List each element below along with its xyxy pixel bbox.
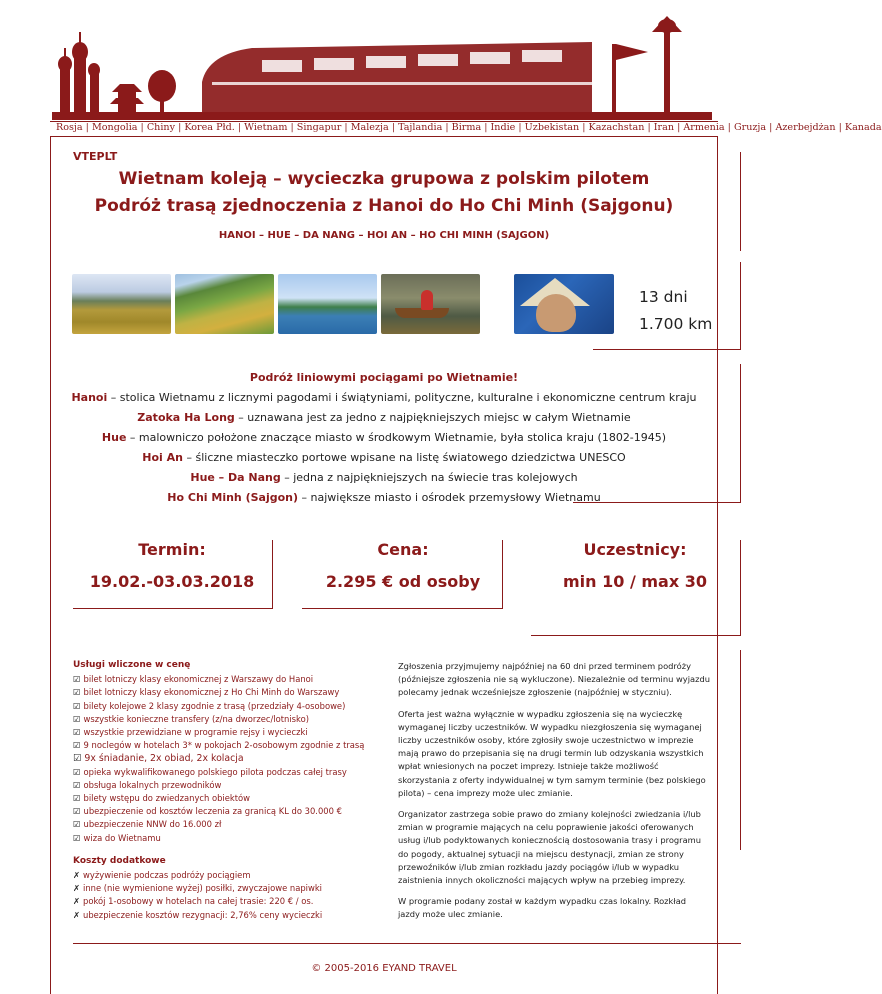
terms-section xyxy=(398,660,710,930)
divider xyxy=(73,608,273,609)
included-item: ☑ 9 noclegów w hotelach 3* w pokojach 2-osobowym zgodnie z trasą xyxy=(73,740,365,751)
extra-cost-item: ✗ inne (nie wymienione wyżej) posiłki, zwyczajowe napiwki xyxy=(73,883,323,894)
trip-facts xyxy=(0,540,768,600)
extra-costs-title: Koszty dodatkowe xyxy=(73,855,166,866)
highlight-item: Hue – malowniczo położone znaczące miasto w środkowym Wietnamie, była stolica kraju (1802-1945) xyxy=(101,431,667,444)
photo-river-boat xyxy=(381,274,480,334)
included-item: ☑ obsługa lokalnych przewodników xyxy=(73,779,222,790)
check-icon: ☑ xyxy=(73,753,82,765)
cross-icon: ✗ xyxy=(73,870,81,881)
participants-label: Uczestnicy: xyxy=(583,540,687,559)
footer-copyright: © 2005-2016 EYAND TRAVEL xyxy=(311,963,457,974)
country-navigation xyxy=(0,121,882,137)
terms-paragraph: W programie podany został w każdym wypadku czas lokalny. Rozkład jazdy może ulec zmianie. xyxy=(398,896,687,920)
included-title: Usługi wliczone w cenę xyxy=(73,660,191,670)
check-icon: ☑ xyxy=(73,700,81,711)
trip-distance: 1.700 km xyxy=(639,315,713,333)
check-icon: ☑ xyxy=(73,793,81,804)
included-item: ☑ bilety wstępu do zwiedzanych obiektów xyxy=(73,793,251,804)
page-title: Wietnam koleją – wycieczka grupowa z polskim pilotem xyxy=(118,169,650,189)
divider xyxy=(740,650,741,850)
highlight-item: Ho Chi Minh (Sajgon) – największe miasto i ośrodek przemysłowy Wietnamu xyxy=(167,491,601,504)
page-subtitle: Podróż trasą zjednoczenia z Hanoi do Ho Chi Minh (Sajgonu) xyxy=(94,196,674,216)
route-summary: HANOI – HUE – DA NANG – HOI AN – HO CHI MINH (SAJGON) xyxy=(218,230,550,241)
check-icon: ☑ xyxy=(73,779,81,790)
highlight-item: Hanoi – stolica Wietnamu z licznymi pagodami i świątyniami, polityczne, kulturalne i ekonomiczne centrum kraju xyxy=(71,391,697,404)
cross-icon: ✗ xyxy=(73,909,81,920)
term-label: Termin: xyxy=(138,540,206,559)
check-icon: ☑ xyxy=(73,727,81,738)
photo-terraced-fields xyxy=(175,274,274,334)
divider xyxy=(531,635,741,636)
divider xyxy=(593,349,741,350)
included-item: ☑ bilet lotniczy klasy ekonomicznej z Ho Chi Minh do Warszawy xyxy=(73,687,340,698)
divider xyxy=(73,943,741,944)
check-icon: ☑ xyxy=(73,806,81,817)
check-icon: ☑ xyxy=(73,832,81,843)
trip-duration: 13 dni xyxy=(639,288,688,306)
terms-paragraph: Zgłoszenia przyjmujemy najpóźniej na 60 dni przed terminem podróży (późniejsze zgłoszenia nie są wykluczone). Niezależnie od terminu wyjazdu polecamy jednak wcześniejsze zgłoszenie (najpóźniej w styczniu). xyxy=(398,661,710,698)
highlights-heading: Podróż liniowymi pociągami po Wietnamie! xyxy=(249,371,519,384)
photo-bay-coast xyxy=(278,274,377,334)
check-icon: ☑ xyxy=(73,740,81,751)
included-item: ☑ bilety kolejowe 2 klasy zgodnie z trasą (przedziały 4-osobowe) xyxy=(73,700,346,711)
terms-paragraph: Oferta jest ważna wyłącznie w wypadku zgłoszenia się na wycieczkę wymaganej liczby uczestników. W wypadku niezgłoszenia się wymaganej liczby uczestników osoby, które zgłosiły swoje uczestnictwo w imprezie mają prawo do przepisania się na drugi termin lub odzyskania wszystkich wpłat wniesionych na poczet imprezy. Istnieje także możliwość skorzystania z oferty indywidualnej w tym samym terminie (bez polskiego pilota) – cena imprezy może ulec zmianie. xyxy=(398,708,706,798)
included-item: ☑ wiza do Wietnamu xyxy=(73,832,161,843)
term-value: 19.02.-03.03.2018 xyxy=(89,572,255,591)
included-item: ☑ ubezpieczenie NNW do 16.000 zł xyxy=(73,819,222,830)
extra-cost-item: ✗ ubezpieczenie kosztów rezygnacji: 2,76% ceny wycieczki xyxy=(73,909,323,920)
services-list xyxy=(73,659,373,922)
included-item: ☑ wszystkie konieczne transfery (z/na dworzec/lotnisko) xyxy=(73,713,309,724)
divider xyxy=(740,262,741,349)
extra-cost-item: ✗ pokój 1-osobowy w hotelach na całej trasie: 220 € / os. xyxy=(73,896,314,907)
price-label: Cena: xyxy=(377,540,429,559)
cross-icon: ✗ xyxy=(73,896,81,907)
header-banner-illustration xyxy=(52,8,712,120)
cross-icon: ✗ xyxy=(73,883,81,894)
check-icon: ☑ xyxy=(73,766,81,777)
check-icon: ☑ xyxy=(73,674,81,685)
included-item: ☑ opieka wykwalifikowanego polskiego pilota podczas całej trasy xyxy=(73,766,347,777)
included-item: ☑ wszystkie przewidziane w programie rejsy i wycieczki xyxy=(73,727,308,738)
included-item: ☑ ubezpieczenie od kosztów leczenia za granicą KL do 30.000 € xyxy=(73,806,342,817)
highlight-item: Hoi An – śliczne miasteczko portowe wpisane na listę światowego dziedzictwa UNESCO xyxy=(142,451,626,464)
price-value: 2.295 € od osoby xyxy=(325,572,481,591)
photo-woman-conical-hat xyxy=(514,274,614,334)
included-item: ☑ 9x śniadanie, 2x obiad, 2x kolacja xyxy=(73,753,244,765)
participants-value: min 10 / max 30 xyxy=(563,572,707,591)
country-nav-links[interactable]: Rosja | Mongolia | Chiny | Korea Płd. | Wietnam | Singapur | Malezja | Tajlandia | Birma | Indie | Uzbekistan | Kazachstan | Iran | Armenia | Gruzja | Azerbejdżan | Kanada xyxy=(56,122,882,133)
terms-paragraph: Organizator zastrzega sobie prawo do zmiany kolejności zwiedzania i/lub zmian w programie mających na celu poprawienie jakości oferowanych usług i/lub podyktowanych koniecznością dostosowania trasy i programu do pogody, aktualnej sytuacji na miejscu destynacji, zmian ze strony przewoźników i/lub zmian rozkładu jazdy pociągów i/lub w wypadku zaistnienia innych okoliczności mających wpływ na przebieg imprezy. xyxy=(398,809,702,886)
photo-rice-fields xyxy=(72,274,171,334)
divider xyxy=(302,608,503,609)
offer-code: VTEPLT xyxy=(73,150,118,163)
highlights-section xyxy=(0,368,768,508)
included-item: ☑ bilet lotniczy klasy ekonomicznej z Warszawy do Hanoi xyxy=(73,674,314,685)
highlight-item: Hue – Da Nang – jedna z najpiękniejszych na świecie tras kolejowych xyxy=(190,471,578,484)
highlight-item: Zatoka Ha Long – uznawana jest za jedno z najpiękniejszych miejsc w całym Wietnamie xyxy=(137,411,631,424)
extra-cost-item: ✗ wyżywienie podczas podróży pociągiem xyxy=(73,870,251,881)
check-icon: ☑ xyxy=(73,819,81,830)
check-icon: ☑ xyxy=(73,713,81,724)
check-icon: ☑ xyxy=(73,687,81,698)
